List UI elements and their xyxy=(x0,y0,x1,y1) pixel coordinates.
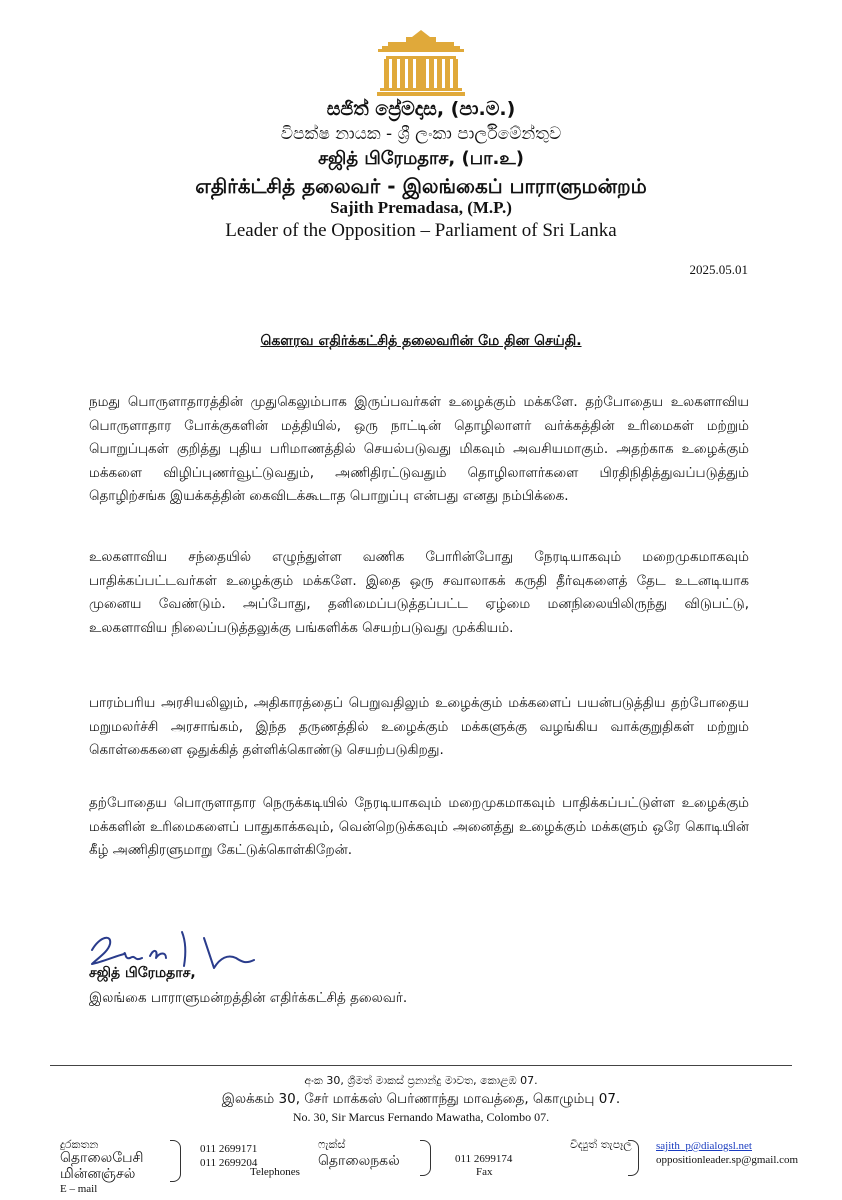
letter-subject: கௌரவ எதிர்க்கட்சித் தலைவரின் மே தின செய்தி. xyxy=(260,333,582,349)
header-english-name: Sajith Premadasa, (M.P.) xyxy=(330,198,512,217)
header-english-title: Leader of the Opposition – Parliament of Sri Lanka xyxy=(225,220,617,241)
phone-brace xyxy=(170,1140,181,1182)
email-label-english: E – mail xyxy=(60,1183,98,1195)
body-paragraph: பாரம்பரிய அரசியலிலும், அதிகாரத்தைப் பெறுவதிலும் உழைக்கும் மக்களைப் பயன்படுத்திய தற்போதைய மறுமலர்ச்சி அரசாங்கம், இந்த தருணத்தில் உழைக்கும் மக்களுக்கு வழங்கிய வாக்குறுதிகள் மற்றும் கொள்கைகளை ஒதுக்கித் தள்ளிக்கொண்டு செயற்படுகிறது. xyxy=(89,695,749,758)
body-paragraph: நமது பொருளாதாரத்தின் முதுகெலும்பாக இருப்பவர்கள் உழைக்கும் மக்களே. தற்போதைய உலகளாவிய பொருளாதார போக்குகளின் மத்தியில், ஒரு நாட்டின் தொழிலாளர் வர்க்கத்தின் உரிமைகள் மற்றும் பொறுப்புகள் குறித்து புதிய பரிமாணத்தில் செயல்படுவது மிகவும் அவசியமாகும். அதற்காக உழைக்கும் மக்களை விழிப்புணர்வூட்டுவதும், அணிதிரட்டுவதும் தொழிலாளர்களை பிரதிநிதித்துவப்படுத்தும் தொழிற்சங்க இயக்கத்தின் கைவிடக்கூடாத பொறுப்பு என்பது எனது நம்பிக்கை. xyxy=(89,394,749,504)
header-sinhala-name: සජිත් ප්‍රේමදාස, (පා.ම.) xyxy=(326,98,516,120)
parliament-logo xyxy=(376,28,466,98)
phone-label-sinhala: දුරකතන xyxy=(60,1138,99,1151)
email-gmail: oppositionleader.sp@gmail.com xyxy=(656,1154,799,1166)
phone-number: 011 2699204 xyxy=(200,1157,258,1169)
fax-label-sinhala: ෆැක්ස් xyxy=(318,1138,346,1151)
letter-date: 2025.05.01 xyxy=(689,262,748,277)
header-sinhala-title: විපක්ෂ නායක - ශ්‍රී ලංකා පාර්ලිමේන්තුව xyxy=(280,124,562,144)
body-paragraph: உலகளாவிய சந்தையில் எழுந்துள்ள வணிக போரின்போது நேரடியாகவும் மறைமுகமாகவும் பாதிக்கப்பட்டவர்கள் உழைக்கும் மக்களே. இதை ஒரு சவாலாகக் கருதி தீர்வுகளைத் தேட உடனடியாக முனைய வேண்டும். அப்போது, தனிமைப்படுத்தப்பட்ட ஏழ்மை மனநிலையிலிருந்து விடுபட்டு, உலகளாவிய நிலைப்படுத்தலுக்கு பங்களிக்க செயற்படுவது முக்கியம். xyxy=(89,549,749,636)
body-paragraph: தற்போதைய பொருளாதார நெருக்கடியில் நேரடியாகவும் மறைமுகமாகவும் பாதிக்கப்பட்டுள்ள உழைக்கும் மக்களின் உரிமைகளைப் பாதுகாக்கவும், வென்றெடுக்கவும் அனைத்து உழைக்கும் மக்களும் ஒரே கொடியின் கீழ் அணிதிரளுமாறு கேட்டுக்கொள்கிறேன். xyxy=(89,795,749,858)
signatory-name: சஜித் பிரேமதாச, xyxy=(89,965,196,981)
fax-label: Fax xyxy=(476,1166,493,1178)
address-english: No. 30, Sir Marcus Fernando Mawatha, Colombo 07. xyxy=(292,1110,550,1124)
header-tamil-name: சஜித் பிரேமதாச, (பா.உ) xyxy=(318,148,524,169)
email-link-dialog[interactable]: sajith_p@dialogsl.net xyxy=(656,1140,752,1152)
telephones-label: Telephones xyxy=(250,1166,300,1178)
fax-label-tamil: தொலைநகல் xyxy=(318,1153,400,1169)
email-label-sinhala: විද්‍යුත් තැපෑල xyxy=(570,1138,632,1151)
header-tamil-title: எதிர்க்ட்சித் தலைவர் - இலங்கைப் பாராளுமன்றம் xyxy=(195,174,647,198)
email-label-tamil: மின்னஞ்சல் xyxy=(60,1166,136,1182)
address-tamil: இலக்கம் 30, சேர் மாக்கஸ் பெர்ணாந்து மாவத்தை, கொழும்பு 07. xyxy=(221,1091,621,1107)
phone-number: 011 2699171 xyxy=(200,1143,258,1155)
fax-brace xyxy=(420,1140,431,1176)
address-sinhala: අංක 30, ශ්‍රීමත් මාකස් ප්‍රනාන්දු මාවත, කොළඹ 07. xyxy=(304,1074,538,1087)
footer-divider xyxy=(50,1065,792,1066)
fax-number: 011 2699174 xyxy=(455,1153,513,1165)
signatory-title: இலங்கை பாராளுமன்றத்தின் எதிர்க்கட்சித் தலைவர். xyxy=(89,990,408,1006)
phone-label-tamil: தொலைபேசி xyxy=(60,1150,144,1166)
email-brace xyxy=(628,1140,639,1176)
